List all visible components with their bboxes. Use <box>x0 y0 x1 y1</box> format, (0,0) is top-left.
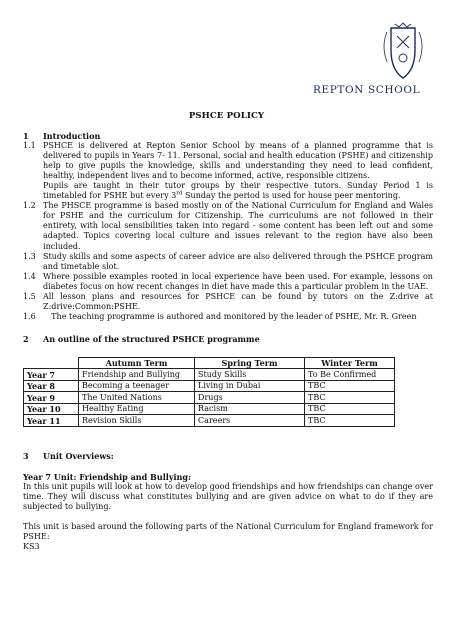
document-body <box>23 131 433 552</box>
table-cell: Drugs <box>195 392 305 404</box>
section-1-heading <box>23 131 433 141</box>
paragraph-text: All lesson plans and resources for PSHCE can be found by tutors on the Z:drive at Z:drive:Common:PSHE. <box>43 291 433 311</box>
paragraph-1-4 <box>23 272 433 292</box>
paragraph-number: 1.5 <box>23 291 36 301</box>
paragraph-text: PSHCE is delivered at Repton Senior School by means of a planned programme that is delivered to pupils in Years 7- 11. Personal, social and health education (PSHE) and citizenship help to give pupils the knowledge, skills and understanding they need to lead confident, healthy, independent lives and to become informed, active, responsible citizens. <box>43 141 433 181</box>
table-cell: Revision Skills <box>79 415 195 427</box>
paragraph-text: Study skills and some aspects of career advice are also delivered through the PSHCE program and timetable slot. <box>43 251 433 271</box>
table-cell: Friendship and Bullying <box>79 369 195 381</box>
table-cell: Year 8 <box>24 380 79 392</box>
section-number: 1 <box>23 131 29 141</box>
paragraph-text: The PHSCE programme is based mostly on of the National Curriculum for England and Wales for PSHE and the curriculum for Citizenship. The curriculums are not followed in their entirety, with local sensibilities taken into regard - some content has been left out and some adapted. Topics covering local culture and issues relevant to the region have also been included. <box>43 201 433 251</box>
table-row <box>24 403 395 415</box>
paragraph-1-1 <box>23 141 433 181</box>
table-cell: The United Nations <box>79 392 195 404</box>
table-cell: Living in Dubai <box>195 380 305 392</box>
school-crest-icon <box>377 22 429 84</box>
table-header: Winter Term <box>305 357 395 369</box>
table-row <box>24 380 395 392</box>
section-3-heading <box>23 451 433 461</box>
table-header: Autumn Term <box>79 357 195 369</box>
table-cell: Study Skills <box>195 369 305 381</box>
section-title: Unit Overviews: <box>43 450 114 461</box>
table-header <box>24 357 79 369</box>
table-cell: TBC <box>305 380 395 392</box>
table-header-row <box>24 357 395 369</box>
page-title: PSHCE POLICY <box>188 111 265 121</box>
table-cell: Year 11 <box>24 415 79 427</box>
key-stage-label: KS3 <box>23 542 40 552</box>
paragraph-1-3 <box>23 252 433 272</box>
table-cell: Becoming a teenager <box>79 380 195 392</box>
section-number: 2 <box>23 333 29 344</box>
paragraph-number: 1.2 <box>23 201 36 211</box>
programme-table <box>23 357 395 427</box>
table-cell: TBC <box>305 403 395 415</box>
unit-title: Year 7 Unit: Friendship and Bullying: <box>23 471 192 482</box>
table-row <box>24 415 395 427</box>
table-cell: TBC <box>305 392 395 404</box>
section-number: 3 <box>23 450 29 461</box>
school-name: REPTON SCHOOL <box>313 84 421 96</box>
paragraph-number: 1.4 <box>23 271 36 281</box>
school-logo <box>313 22 431 100</box>
paragraph-number: 1.3 <box>23 251 36 261</box>
table-row <box>24 392 395 404</box>
table-row <box>24 369 395 381</box>
paragraph-1-1-continued: Pupils are taught in their tutor groups by their respective tutors. Sunday Period 1 is timetabled for PSHE but every 3rd Sunday the period is used for house peer mentoring. <box>43 181 433 201</box>
section-2-heading <box>23 334 433 344</box>
paragraph-text: Where possible examples rooted in local experience have been used. For example, lessons on diabetes focus on how recent changes in diet have made this a particular problem in the UAE. <box>43 271 433 291</box>
paragraph-1-2 <box>23 201 433 251</box>
table-cell: TBC <box>305 415 395 427</box>
table-cell: Year 7 <box>24 369 79 381</box>
table-cell: Careers <box>195 415 305 427</box>
table-cell: Healthy Eating <box>79 403 195 415</box>
table-header: Spring Term <box>195 357 305 369</box>
paragraph-1-6: 1.6 The teaching programme is authored and monitored by the leader of PSHE, Mr. R. Green <box>23 311 417 321</box>
paragraph-number: 1.1 <box>23 141 36 151</box>
paragraph-1-5 <box>23 292 433 312</box>
table-cell: Year 10 <box>24 403 79 415</box>
table-cell: Racism <box>195 403 305 415</box>
section-title: An outline of the structured PSHCE programme <box>43 333 260 344</box>
table-cell: Year 9 <box>24 392 79 404</box>
unit-description: In this unit pupils will look at how to develop good friendships and how friendships can change over time. They will discuss what constitutes bullying and are given advice on what to do if they are subjected to bullying. <box>23 482 433 512</box>
section-title: Introduction <box>43 131 101 141</box>
table-cell: To Be Confirmed <box>305 369 395 381</box>
curriculum-basis-text: This unit is based around the following parts of the National Curriculum for England framework for PSHE: <box>23 522 433 542</box>
